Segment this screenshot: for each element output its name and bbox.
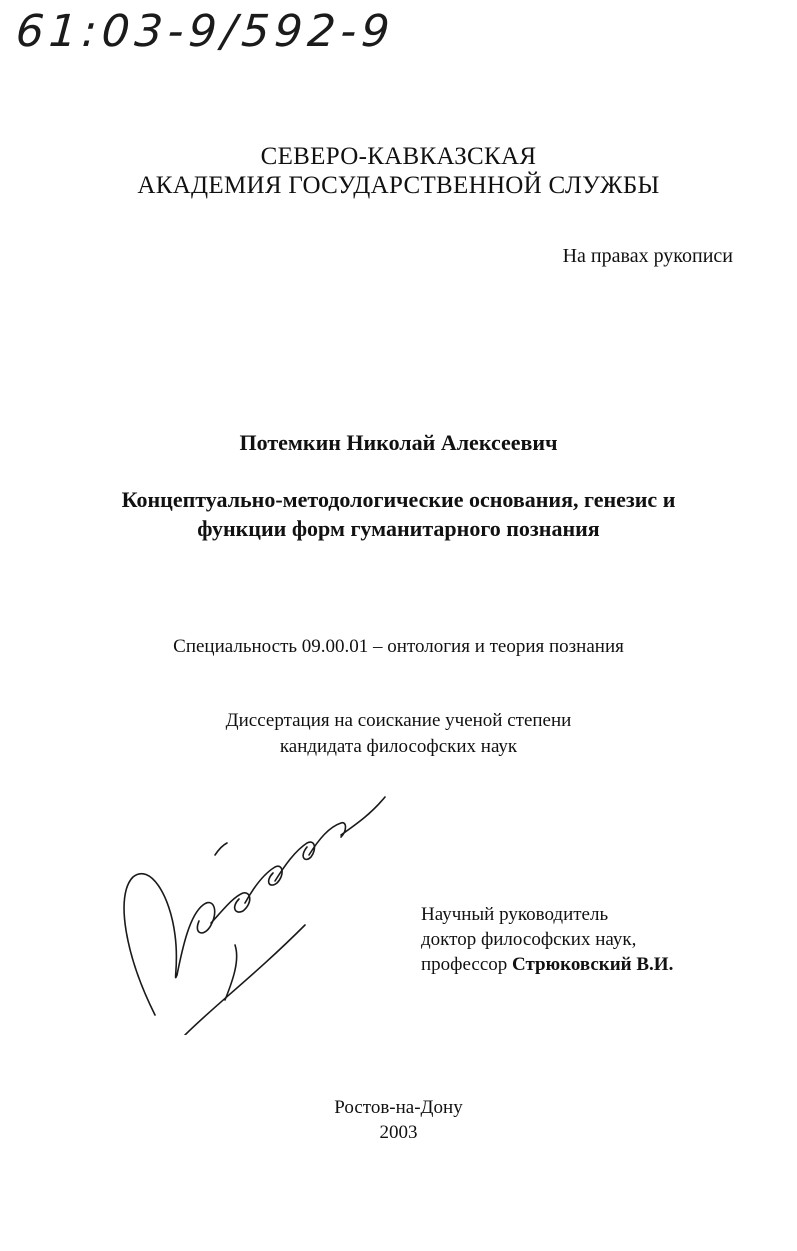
degree-statement: [0, 708, 797, 760]
dissertation-title: [0, 485, 797, 543]
institution-line-1: СЕВЕРО-КАВКАЗСКАЯ: [260, 143, 537, 170]
manuscript-note: На правах рукописи: [562, 245, 733, 267]
scientific-supervisor: [421, 902, 673, 977]
specialty: Специальность 09.00.01 – онтология и теория познания: [173, 636, 624, 657]
archive-code-handwritten: 61:03-9/592-9: [14, 6, 397, 57]
institution-name: [0, 142, 797, 200]
supervisor-title: профессор: [421, 954, 508, 975]
institution-line-2: АКАДЕМИЯ ГОСУДАРСТВЕННОЙ СЛУЖБЫ: [137, 172, 660, 199]
year: 2003: [379, 1122, 418, 1143]
place: Ростов-на-Дону: [334, 1097, 463, 1118]
degree-line-2: кандидата философских наук: [279, 736, 518, 757]
supervisor-title-line: [421, 952, 673, 977]
degree-line-1: Диссертация на соискание ученой степени: [225, 710, 572, 731]
title-line-2: функции форм гуманитарного познания: [197, 516, 600, 541]
title-line-1: Концептуально-методологические основания, генезис и: [121, 487, 676, 512]
supervisor-role: Научный руководитель: [421, 904, 609, 925]
supervisor-name: Стрюковский В.И.: [512, 954, 674, 975]
supervisor-degree: доктор философских наук,: [421, 929, 637, 950]
signature-image: [115, 785, 405, 1035]
author-name: Потемкин Николай Алексеевич: [239, 430, 558, 455]
place-and-year: [0, 1095, 797, 1145]
